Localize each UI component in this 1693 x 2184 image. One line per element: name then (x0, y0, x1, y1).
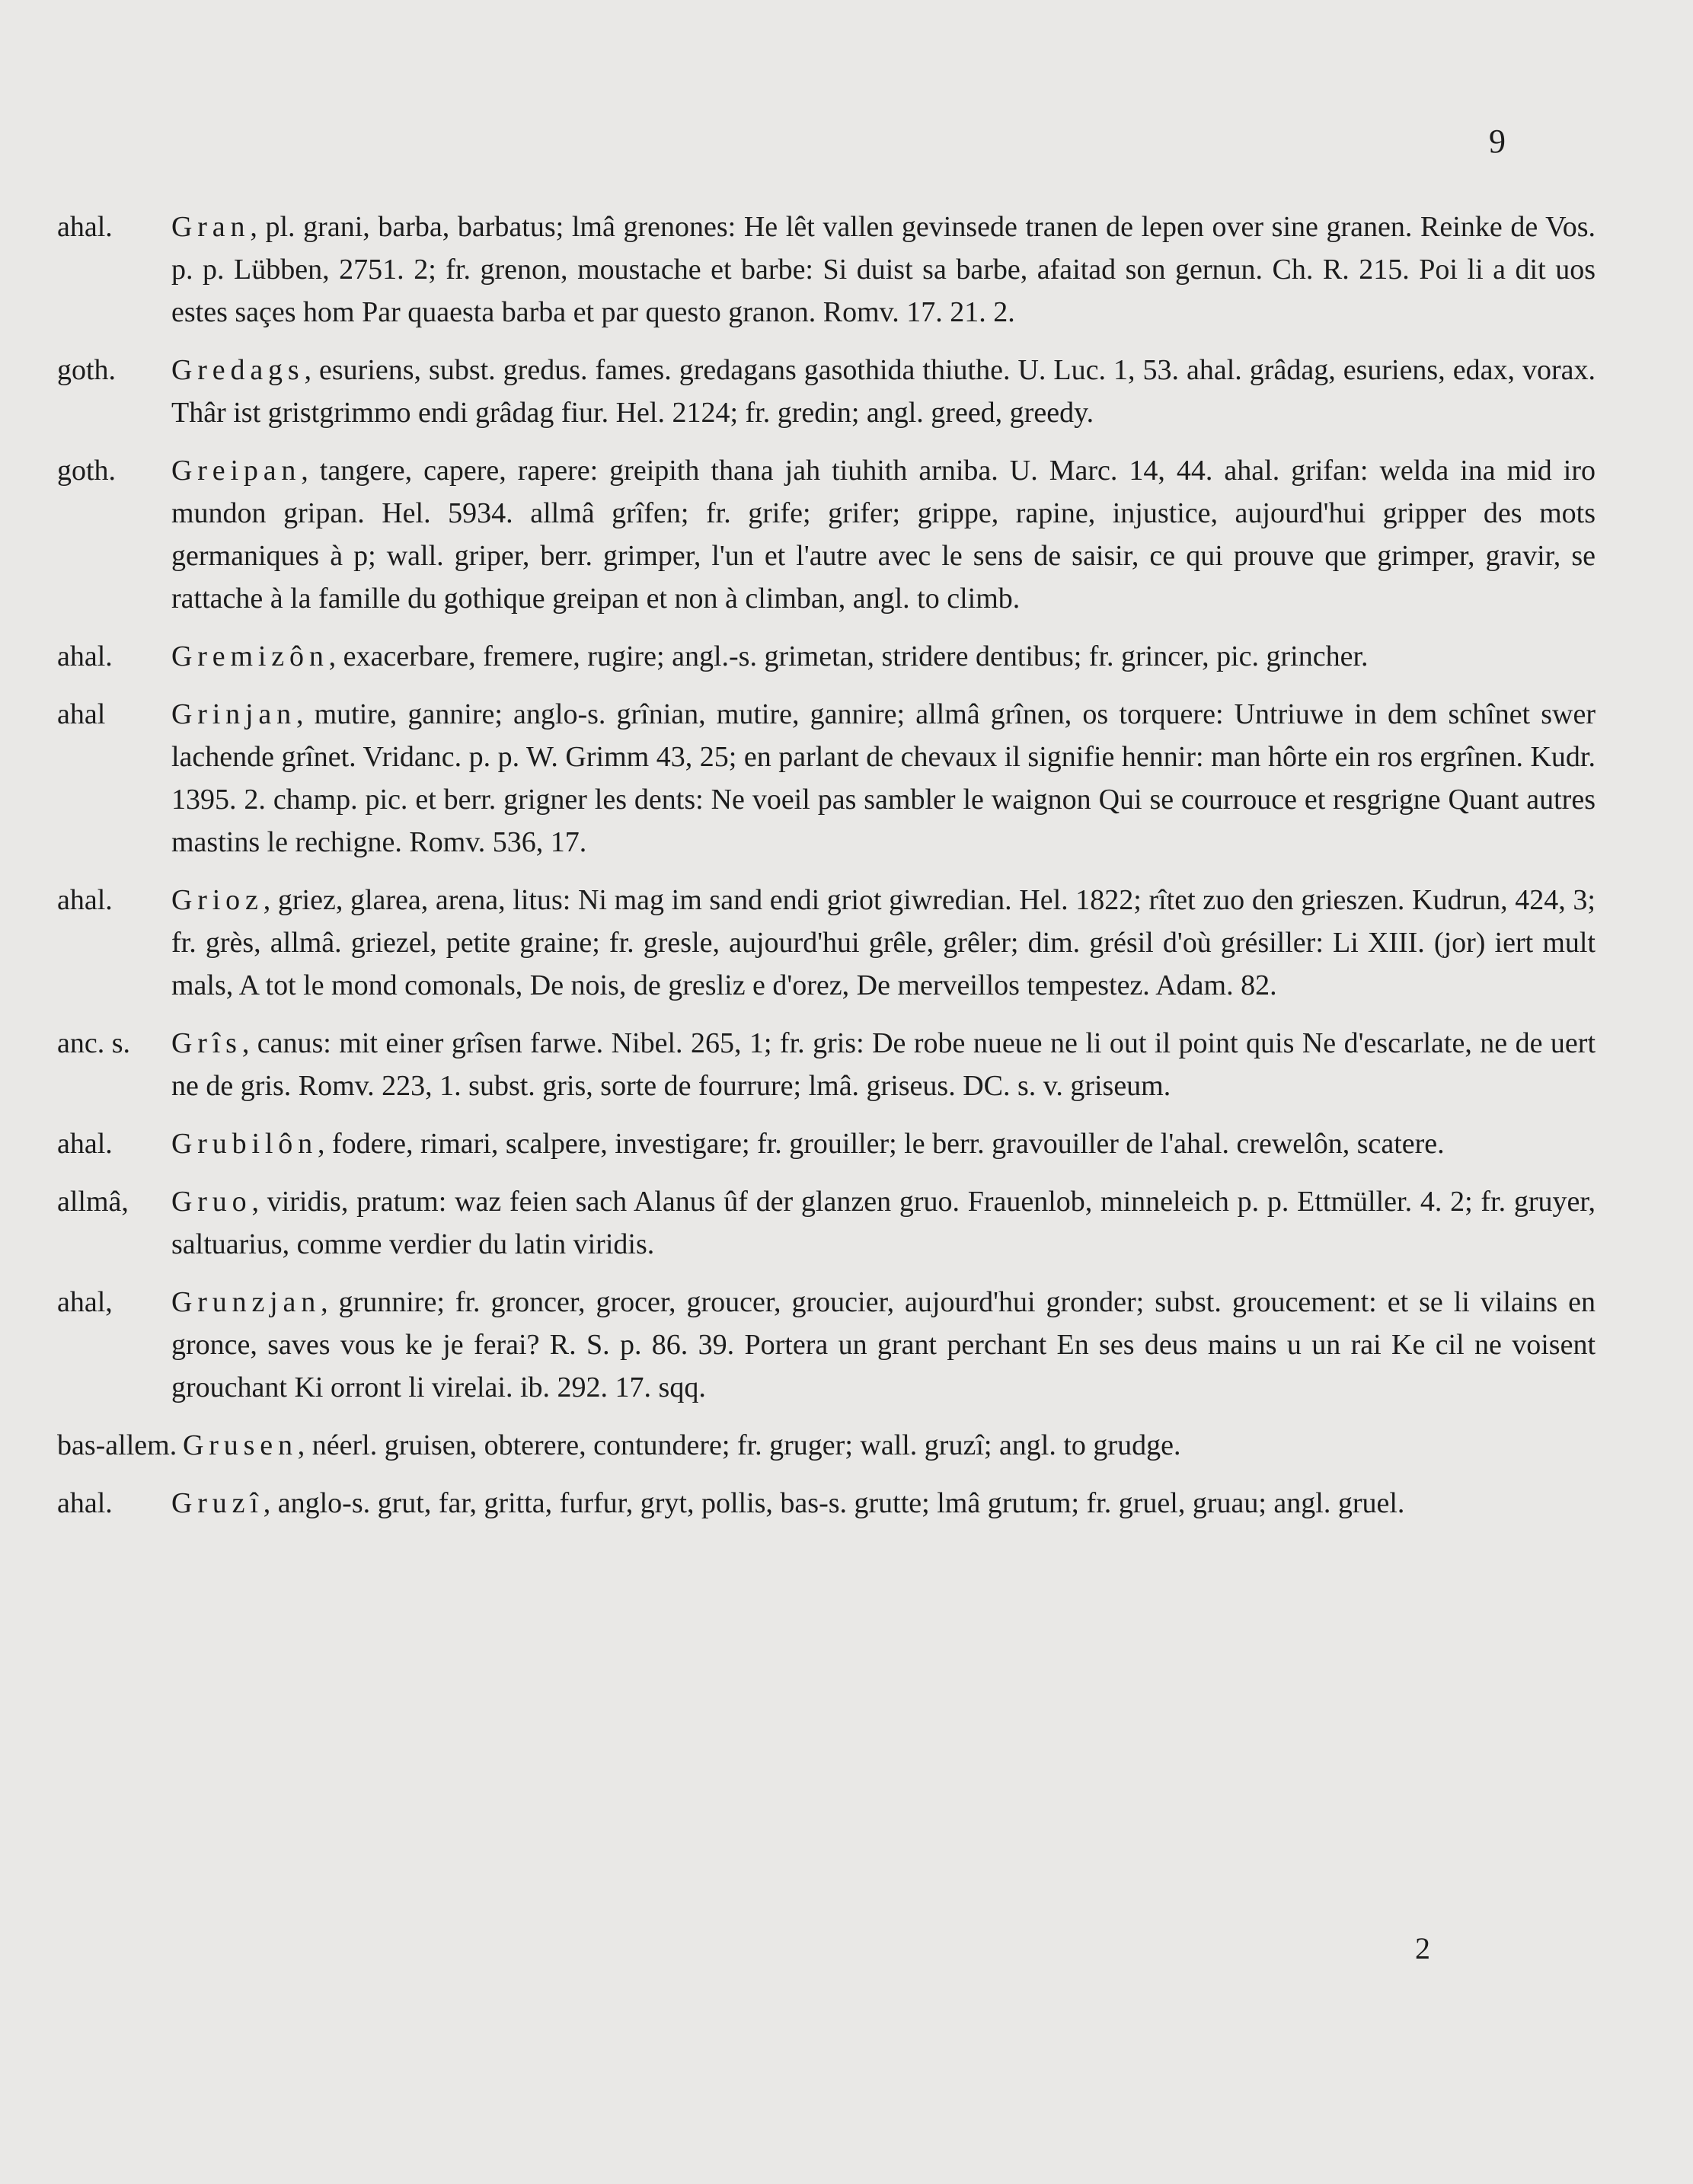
entry-language: bas-allem. (57, 1429, 177, 1461)
entry-text: , anglo-s. grut, far, gritta, furfur, gryt, pollis, bas-s. grutte; lmâ grutum; fr. gruel, gruau; angl. gruel. (263, 1487, 1405, 1519)
entry-grioz (57, 879, 1596, 1007)
entry-text: , pl. grani, barba, barbatus; lmâ grenones: He lêt vallen gevinsede tranen de lepen over sine granen. Reinke de Vos. p. p. Lübben, 2751. 2; fr. grenon, moustache et barbe: Si duist sa barbe, afaitad son gernun. Ch. R. 215. Poi li a dit uos estes saçes hom Par quaesta barba et par questo granon. Romv. 17. 21. 2. (171, 211, 1596, 328)
entry-language: ahal. (57, 1128, 113, 1160)
sheet-number: 2 (1415, 1931, 1430, 1965)
entry-language: anc. s. (57, 1027, 131, 1059)
entry-grunzjan (57, 1281, 1596, 1409)
entry-grusen (57, 1424, 1596, 1467)
dictionary-entries (57, 206, 1596, 1540)
entry-headword: Gredags (171, 354, 305, 386)
entry-language: ahal (57, 698, 106, 730)
entry-language: goth. (57, 455, 117, 487)
entry-grinjan (57, 693, 1596, 864)
entry-text: , tangere, capere, rapere: greipith thana jah tiuhith arniba. U. Marc. 14, 44. ahal. grifan: welda ina mid iro mundon gripan. Hel. 5934. allmâ grîfen; fr. grife; grifer; grippe, rapine, injustice, aujourd'hui gripper des mots germaniques à p; wall. griper, berr. grimper, l'un et l'autre avec le sens de saisir, ce qui prouve que grimper, gravir, se rattache à la famille du gothique greipan et non à climban, angl. to climb. (171, 455, 1596, 615)
entry-headword: Gran (171, 211, 251, 243)
entry-headword: Grîs (171, 1027, 242, 1059)
entry-greipan (57, 449, 1596, 620)
entry-text: , fodere, rimari, scalpere, investigare; fr. grouiller; le berr. gravouiller de l'ahal. crewelôn, scatere. (317, 1128, 1445, 1160)
entry-headword: Gruo (171, 1186, 252, 1218)
entry-gran (57, 206, 1596, 334)
entry-gruo (57, 1180, 1596, 1266)
entry-headword: Gruzî (171, 1487, 264, 1519)
entry-language: ahal. (57, 1487, 113, 1519)
entry-headword: Grinjan (171, 698, 296, 730)
entry-text: , esuriens, subst. gredus. fames. gredagans gasothida thiuthe. U. Luc. 1, 53. ahal. grâdag, esuriens, edax, vorax. Thâr ist gristgrimmo endi grâdag fiur. Hel. 2124; fr. gredin; angl. greed, greedy. (171, 354, 1596, 429)
entry-gris (57, 1022, 1596, 1107)
entry-language: ahal, (57, 1286, 113, 1318)
entry-text: , mutire, gannire; anglo-s. grînian, mutire, gannire; allmâ grînen, os torquere: Untriuwe in dem schînet swer lachende grînet. Vridanc. p. p. W. Grimm 43, 25; en parlant de chevaux il signifie hennir: man hôrte ein ros ergrînen. Kudr. 1395. 2. champ. pic. et berr. grigner les dents: Ne voeil pas sambler le waignon Qui se courrouce et resgrigne Quant autres mastins le rechigne. Romv. 536, 17. (171, 698, 1596, 858)
entry-language: goth. (57, 354, 117, 386)
entry-gruzi (57, 1482, 1596, 1525)
entry-text: , exacerbare, fremere, rugire; angl.-s. grimetan, stridere dentibus; fr. grincer, pic. grincher. (328, 640, 1369, 672)
entry-headword: Greipan (171, 455, 302, 487)
entry-grubilon (57, 1122, 1596, 1165)
entry-language: allmâ, (57, 1186, 129, 1218)
entry-gremizon (57, 635, 1596, 678)
entry-headword: Grunzjan (171, 1286, 321, 1318)
entry-headword: Grusen (183, 1429, 298, 1461)
entry-text: , néerl. gruisen, obterere, contundere; fr. gruger; wall. gruzî; angl. to grudge. (297, 1429, 1181, 1461)
entry-text: , canus: mit einer grîsen farwe. Nibel. 265, 1; fr. gris: De robe nueue ne li out il point quis Ne d'escarlate, ne de uert ne de gris. Romv. 223, 1. subst. gris, sorte de fourrure; lmâ. griseus. DC. s. v. griseum. (171, 1027, 1596, 1102)
entry-gredags (57, 349, 1596, 434)
entry-language: ahal. (57, 640, 113, 672)
page-number: 9 (1489, 123, 1506, 160)
entry-language: ahal. (57, 211, 113, 243)
entry-text: , griez, glarea, arena, litus: Ni mag im sand endi griot giwredian. Hel. 1822; rîtet zuo den grieszen. Kudrun, 424, 3; fr. grès, allmâ. griezel, petite graine; fr. gresle, aujourd'hui grêle, grêler; dim. grésil d'où grésiller: Li XIII. (jor) iert mult mals, A tot le mond comonals, De nois, de gresliz e d'orez, De merveillos tempestez. Adam. 82. (171, 884, 1596, 1001)
entry-text: , viridis, pratum: waz feien sach Alanus ûf der glanzen gruo. Frauenlob, minneleich p. p. Ettmüller. 4. 2; fr. gruyer, saltuarius, comme verdier du latin viridis. (171, 1186, 1596, 1260)
entry-language: ahal. (57, 884, 113, 916)
entry-text: , grunnire; fr. groncer, grocer, groucer, groucier, aujourd'hui gronder; subst. groucement: et se li vilains en gronce, saves vous ke je ferai? R. S. p. 86. 39. Portera un grant perchant En ses deus mains u un rai Ke cil ne voisent grouchant Ki orront li virelai. ib. 292. 17. sqq. (171, 1286, 1596, 1403)
entry-headword: Grubilôn (171, 1128, 318, 1160)
entry-headword: Gremizôn (171, 640, 329, 672)
entry-headword: Grioz (171, 884, 264, 916)
